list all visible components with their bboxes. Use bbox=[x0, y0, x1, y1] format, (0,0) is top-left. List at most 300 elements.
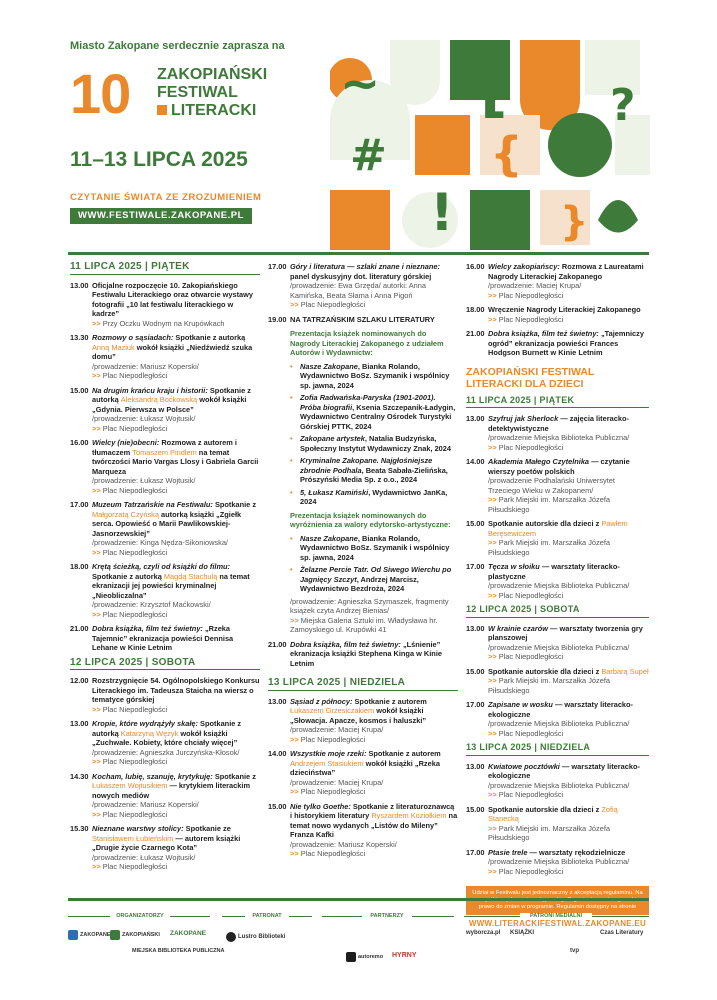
event-time: 15.00 bbox=[466, 519, 485, 528]
event-description bbox=[92, 281, 260, 319]
book-item bbox=[290, 434, 458, 453]
arrow-icon: >> bbox=[92, 423, 103, 433]
event-text: — warsztaty tworzenia gry planszowej bbox=[488, 623, 643, 642]
event-time: 13.00 bbox=[70, 719, 89, 728]
host-text: /prowadzenie: Ewa Grzęda/ autorki: Anna Kamińska, Beata Słama i Anna Pigoń bbox=[290, 281, 426, 300]
event-description bbox=[290, 697, 458, 726]
festival-dates: 11–13 LIPCA 2025 bbox=[70, 148, 248, 171]
place-line bbox=[488, 729, 649, 739]
event-item bbox=[70, 719, 260, 767]
place-line bbox=[290, 616, 458, 635]
event-details bbox=[92, 772, 260, 820]
place-text: Miejska Galeria Sztuki im. Władysława hr. Zamoyskiego ul. Krupówki 41 bbox=[290, 615, 438, 634]
event-description bbox=[290, 640, 458, 669]
host-text: /prowadzenie Miejska Biblioteka Publiczna/ bbox=[488, 857, 630, 866]
arrow-icon: >> bbox=[92, 704, 103, 714]
guest-name: Stanisławem Łubieńskim bbox=[92, 833, 174, 843]
event-description bbox=[488, 848, 649, 858]
event-title: Dobra książka, film też świetny: bbox=[488, 329, 599, 338]
event-text: Spotkanie z bbox=[214, 771, 256, 781]
day-heading: 13 LIPCA 2025 | NIEDZIELA bbox=[466, 743, 649, 756]
event-time: 14.30 bbox=[70, 771, 89, 781]
event-description bbox=[92, 719, 260, 748]
event-text: — autorem książki „Drugie życie Czarnego Kota” bbox=[92, 833, 241, 852]
logo-square bbox=[157, 105, 167, 115]
event-list bbox=[70, 676, 260, 872]
guest-name: Łukaszem Grzesiczakiem bbox=[290, 706, 375, 715]
event-text: Spotkanie z autorką bbox=[92, 571, 164, 581]
arrow-icon: >> bbox=[290, 300, 301, 309]
place-text: Plac Niepodległości bbox=[498, 866, 564, 876]
tagline: CZYTANIE ŚWIATA ZE ZROZUMIENIEM bbox=[70, 192, 262, 203]
event-list bbox=[70, 281, 260, 653]
program-column-3 bbox=[466, 262, 649, 929]
event-text: Spotkanie ze bbox=[185, 824, 231, 833]
book-details: , Natalia Budzyńska, Społeczny Instytut Wydawniczy Znak, 2024 bbox=[300, 434, 452, 453]
guest-name: Magdą Stachulą bbox=[163, 571, 218, 581]
deco-shape bbox=[415, 115, 470, 175]
book-text bbox=[300, 565, 458, 594]
deco-shape bbox=[598, 200, 638, 233]
book-text bbox=[300, 488, 458, 507]
event-item bbox=[70, 824, 260, 872]
arrow-icon: >> bbox=[290, 787, 301, 796]
arrow-icon: >> bbox=[290, 615, 301, 625]
event-text: — warsztaty literacko-ekologiczne bbox=[488, 700, 634, 719]
session-info bbox=[290, 597, 458, 635]
event-time: 16.00 bbox=[70, 438, 89, 447]
book-details: , Bianka Rolando, Wydawnictwo BoSz. Szymanik i wspólnicy sp. jawna, 2024 bbox=[300, 533, 450, 562]
place-text: Plac Niepodległości bbox=[102, 757, 168, 766]
event-details bbox=[488, 457, 649, 514]
logo-text: Czas Literatury bbox=[600, 930, 644, 936]
event-text: Wręczenie Nagrody Literackiej Zakopanego bbox=[488, 305, 641, 314]
event-details bbox=[488, 805, 649, 843]
event-details bbox=[290, 697, 458, 745]
event-time: 21.00 bbox=[70, 624, 89, 633]
logo-text: Lustro Biblioteki bbox=[238, 934, 286, 940]
event-text: Spotkanie z literaturoznawcą i historykiem literatury bbox=[290, 801, 455, 820]
organizer-logo bbox=[132, 948, 224, 954]
event-time: 15.00 bbox=[70, 385, 89, 395]
place-text: Park Miejski im. Marszałka Józefa Piłsudskiego bbox=[488, 823, 610, 842]
event-description bbox=[290, 802, 458, 840]
place-text: Plac Niepodległości bbox=[102, 547, 168, 557]
book-title: Żelazne Percie Tatr. Od Siwego Wierchu po Jagnięcy Szczyt bbox=[300, 565, 452, 584]
deco-glyph: # bbox=[350, 130, 387, 181]
event-description bbox=[488, 805, 649, 824]
event-title: Tęcza w słoiku bbox=[488, 562, 540, 571]
bullet-icon: • bbox=[290, 393, 293, 402]
media-logo bbox=[466, 930, 500, 936]
book-title: Nasze Zakopane bbox=[300, 361, 358, 371]
event-title: Nie tylko Goethe: bbox=[290, 801, 351, 811]
event-description bbox=[488, 700, 649, 719]
deco-glyph: } bbox=[560, 199, 589, 245]
logo-text: ZAKOPANE bbox=[80, 932, 111, 938]
header-divider bbox=[68, 252, 649, 255]
event-description bbox=[488, 667, 649, 677]
logo-line-3-wrap bbox=[157, 102, 267, 120]
place-line bbox=[92, 705, 260, 715]
host-text: /prowadzenie: Maciej Krupa/ bbox=[290, 777, 384, 787]
event-text: panel dyskusyjny dot. literatury górskiej bbox=[290, 271, 432, 281]
event-text: wokół książki „Niedźwiedź szuka domu” bbox=[92, 342, 253, 361]
event-title: Kropie, które wydrążyły skałę: bbox=[92, 719, 198, 728]
guest-name: Pawłem Beręsewiczem bbox=[488, 519, 628, 538]
book-title: Nasze Zakopane bbox=[300, 533, 358, 543]
event-text: — warsztaty literacko-plastyczne bbox=[488, 562, 620, 581]
event-item bbox=[70, 624, 260, 653]
book-list bbox=[268, 534, 458, 594]
event-title: Kwiatowe pocztówki bbox=[488, 761, 560, 771]
bullet-icon: • bbox=[290, 361, 293, 371]
host-text: /prowadzenie: Krzysztof Maćkowski/ bbox=[92, 600, 211, 609]
event-details bbox=[92, 824, 260, 872]
book-details: , Wydawnictwo JanKa, 2024 bbox=[300, 487, 448, 506]
event-description bbox=[290, 749, 458, 778]
event-text: Spotkanie z autorką bbox=[175, 333, 246, 342]
event-details bbox=[92, 562, 260, 619]
media-patrons-label: PATRONI MEDIALNI bbox=[520, 913, 592, 919]
place-text: Przy Oczku Wodnym na Krupówkach bbox=[102, 318, 225, 328]
event-details bbox=[92, 500, 260, 557]
event-description bbox=[92, 562, 260, 600]
event-text: wokół książki „Gdynia. Pierwsza w Polsce” bbox=[92, 395, 247, 414]
crest-icon bbox=[68, 930, 78, 940]
event-title: W krainie czarów bbox=[488, 623, 548, 633]
deco-glyph: ? bbox=[610, 80, 636, 131]
host-text: /prowadzenie: Mariusz Koperski/ bbox=[92, 800, 199, 809]
book-item bbox=[290, 362, 458, 391]
event-text: Spotkanie z autorem bbox=[354, 696, 427, 706]
place-text: Plac Niepodległości bbox=[498, 590, 564, 600]
place-text: Plac Niepodległości bbox=[498, 790, 564, 799]
event-time: 17.00 bbox=[466, 847, 485, 857]
arrow-icon: >> bbox=[488, 590, 499, 600]
event-item bbox=[466, 624, 649, 662]
event-details bbox=[488, 329, 649, 358]
event-title: Kocham, lubię, szanuję, krytykuję: bbox=[92, 771, 213, 781]
event-item bbox=[466, 262, 649, 300]
partners-label: PARTNERZY bbox=[362, 913, 412, 919]
event-item bbox=[466, 562, 649, 600]
event-title: Sąsiad z północy: bbox=[290, 696, 353, 706]
book-details: , Bianka Rolando, Wydawnictwo BoSz. Szymanik i wspólnicy sp. jawna, 2024 bbox=[300, 361, 450, 390]
event-text: — czytanie wierszy poetów polskich bbox=[488, 457, 630, 476]
host-text: /prowadzenie Miejska Biblioteka Publiczna/ bbox=[488, 581, 630, 590]
event-text: Rozmowa z autorem i tłumaczem bbox=[92, 438, 237, 457]
book-text bbox=[300, 393, 458, 431]
event-text: „Tajemniczy ogród” ekranizacja powieści Frances Hodgson Burnett w Kinie Letnim bbox=[488, 329, 644, 357]
guest-name: Zofią Stanecką bbox=[488, 804, 618, 823]
day-heading: 12 LIPCA 2025 | SOBOTA bbox=[466, 605, 649, 618]
festival-logo bbox=[157, 66, 267, 120]
place-line bbox=[290, 787, 458, 797]
organizer-logo bbox=[68, 930, 110, 940]
day-heading: 13 LIPCA 2025 | NIEDZIELA bbox=[268, 678, 458, 691]
deco-glyph: ~ bbox=[340, 56, 381, 112]
guest-name: Łukaszem Wojtusikiem bbox=[92, 781, 168, 790]
event-description bbox=[488, 762, 649, 781]
place-text: Plac Niepodległości bbox=[102, 809, 168, 819]
host-text: /prowadzenie: Mariusz Koperski/ bbox=[92, 361, 199, 371]
event-time: 13.00 bbox=[70, 280, 89, 290]
event-description bbox=[488, 519, 649, 538]
arrow-icon: >> bbox=[488, 728, 499, 738]
event-time: 13.00 bbox=[466, 414, 485, 423]
event-details bbox=[488, 624, 649, 662]
event-details bbox=[488, 700, 649, 738]
logo-text: tvp bbox=[570, 948, 579, 954]
arrow-icon: >> bbox=[488, 290, 499, 300]
place-line bbox=[290, 735, 458, 745]
event-item bbox=[70, 500, 260, 557]
event-item bbox=[70, 562, 260, 619]
event-details bbox=[488, 762, 649, 800]
place-text: Park Miejski im. Marszałka Józefa Piłsudskiego bbox=[488, 495, 610, 514]
festival-number: 10 bbox=[70, 62, 131, 125]
event-title: Zapisane w wosku bbox=[488, 700, 553, 709]
footer-divider bbox=[68, 898, 649, 901]
event-time: 14.00 bbox=[268, 749, 287, 758]
guest-name: Ryszardem Koziołkiem bbox=[371, 811, 447, 820]
logo-icon bbox=[110, 930, 120, 940]
event-text: autorką książki „Zgiełk serca. Opowieść o Marii Pawlikowskiej-Jasnorzewskiej” bbox=[92, 509, 242, 538]
event-list bbox=[268, 697, 458, 859]
place-line bbox=[488, 790, 649, 800]
arrow-icon: >> bbox=[488, 314, 499, 324]
regulations-link[interactable]: WWW.LITERACKIFESTIWAL.ZAKOPANE.EU bbox=[468, 919, 647, 928]
event-time: 17.00 bbox=[268, 262, 287, 271]
arrow-icon: >> bbox=[488, 495, 499, 504]
place-text: Plac Niepodległości bbox=[102, 423, 168, 433]
event-text: na temat ekranizacji jej powieści kryminalnej „Nieobliczalna” bbox=[92, 571, 250, 600]
event-title: Na drugim krańcu kraju i historii: bbox=[92, 385, 208, 395]
guest-name: Aleksandrą Boćkowską bbox=[120, 395, 198, 404]
host-text: /prowadzenie Miejska Biblioteka Publiczna/ bbox=[488, 433, 630, 442]
event-description bbox=[488, 305, 649, 315]
host-text: /prowadzenie: Kinga Nędza-Sikoniowska/ bbox=[92, 538, 228, 547]
event-item bbox=[466, 700, 649, 738]
place-line bbox=[92, 486, 260, 496]
partner-logo bbox=[346, 952, 383, 962]
deco-shape bbox=[470, 190, 530, 250]
book-item bbox=[290, 565, 458, 594]
place-line bbox=[488, 824, 649, 843]
event-text: Spotkanie z autorką bbox=[92, 719, 242, 738]
event-item bbox=[268, 262, 458, 310]
arrow-icon: >> bbox=[92, 609, 103, 619]
day-heading: 11 LIPCA 2025 | PIĄTEK bbox=[70, 262, 260, 275]
place-line bbox=[92, 548, 260, 558]
place-line bbox=[92, 319, 260, 329]
event-item bbox=[268, 749, 458, 797]
organizer-logo bbox=[110, 930, 160, 940]
deco-glyph: ! bbox=[430, 183, 454, 243]
arrow-icon: >> bbox=[488, 538, 499, 547]
event-text: na temat twórczości Mario Vargas Llosy i Gabriela Garcii Marqueza bbox=[92, 447, 259, 476]
event-time: 17.00 bbox=[466, 700, 485, 709]
place-text: Plac Niepodległości bbox=[498, 652, 564, 661]
event-text: wokół książki „Słowacja. Apacze, kosmos i haluszki” bbox=[290, 706, 427, 725]
event-time: 14.00 bbox=[466, 457, 485, 466]
place-text: Plac Niepodległości bbox=[498, 442, 564, 452]
program-column-2 bbox=[268, 262, 458, 864]
organizers-label: ORGANIZATORZY bbox=[110, 913, 170, 919]
event-list bbox=[268, 640, 458, 669]
arrow-icon: >> bbox=[290, 849, 301, 858]
event-time: 17.00 bbox=[70, 500, 89, 509]
event-text: Rozstrzygnięcie 54. Ogólnopolskiego Konkursu Literackiego im. Tadeusza Staicha na wiersz o tematyce górskiej bbox=[92, 676, 260, 704]
event-title: Dobra książka, film też świetny: bbox=[92, 624, 203, 633]
logo-text: ZAKOPIAŃSKI bbox=[122, 932, 160, 938]
event-title: Szyfruj jak Sherlock bbox=[488, 414, 559, 423]
event-item bbox=[466, 329, 649, 358]
event-time: 21.00 bbox=[466, 329, 485, 338]
logo-text: KSIĄŻKI bbox=[510, 930, 534, 936]
event-list bbox=[466, 414, 649, 600]
decorative-glyph-graphic bbox=[330, 20, 650, 250]
host-text: /prowadzenie: Agnieszka Szymaszek, fragmenty książek czyta Andrzej Bienias/ bbox=[290, 596, 449, 615]
event-details bbox=[290, 262, 458, 310]
event-details bbox=[290, 802, 458, 859]
event-details bbox=[488, 519, 649, 557]
event-description bbox=[488, 414, 649, 433]
event-details bbox=[92, 333, 260, 381]
event-title: Wszystkie moje rzeki: bbox=[290, 749, 367, 758]
guest-name: Barbarą Supeł bbox=[601, 666, 649, 676]
deco-glyph: [ bbox=[480, 55, 508, 125]
book-details: , Andrzej Marcisz, Wydawnictwo Bezdroża, 2024 bbox=[300, 574, 419, 593]
event-item bbox=[466, 762, 649, 800]
event-details bbox=[92, 438, 260, 495]
place-line bbox=[290, 849, 458, 859]
place-text: Plac Niepodległości bbox=[300, 300, 366, 309]
arrow-icon: >> bbox=[488, 790, 499, 799]
arrow-icon: >> bbox=[488, 442, 499, 452]
event-description bbox=[488, 262, 649, 281]
event-description bbox=[92, 333, 260, 362]
event-description bbox=[92, 438, 260, 476]
place-text: Plac Niepodległości bbox=[300, 734, 366, 744]
place-line bbox=[488, 652, 649, 662]
guest-name: Andrzejem Stasiukiem bbox=[290, 758, 364, 768]
event-title: Wielcy (nie)obecni: bbox=[92, 438, 160, 447]
event-time: 17.00 bbox=[466, 562, 485, 571]
place-line bbox=[488, 867, 649, 877]
event-item bbox=[466, 667, 649, 696]
regulations-notice: Udział w Festiwalu jest jednoznaczny z akceptacją regulaminu. Na prawo do zmian w programie. Regulamin dostępny na stronie bbox=[466, 886, 649, 915]
event-text: Spotkanie z bbox=[214, 500, 257, 509]
event-time: 13.00 bbox=[466, 623, 485, 633]
event-title: Dobra książka, film też świetny: bbox=[290, 639, 401, 649]
website-link[interactable]: WWW.FESTIWALE.ZAKOPANE.PL bbox=[70, 208, 252, 224]
event-details bbox=[92, 719, 260, 767]
event-time: 13.00 bbox=[466, 761, 485, 771]
event-description bbox=[488, 624, 649, 643]
arrow-icon: >> bbox=[92, 485, 103, 495]
host-text: /prowadzenie: Mariusz Koperski/ bbox=[290, 839, 397, 849]
event-text: Rozmowa z Laureatami Nagrody Literackiej Zakopanego bbox=[488, 262, 644, 281]
host-text: /prowadzenie: Agnieszka Jurczyńska-Kłosok/ bbox=[92, 747, 240, 757]
event-description bbox=[92, 500, 260, 538]
event-description bbox=[290, 315, 458, 325]
event-time: 18.00 bbox=[466, 305, 485, 314]
place-line bbox=[92, 610, 260, 620]
guest-name: Małgorzatą Czyńską bbox=[92, 509, 159, 519]
logo-text: MIEJSKA BIBLIOTEKA PUBLICZNA bbox=[132, 948, 225, 954]
guest-name: Katarzyną Wężyk bbox=[120, 728, 179, 738]
arrow-icon: >> bbox=[92, 318, 103, 328]
event-details bbox=[92, 281, 260, 329]
bullet-icon: • bbox=[290, 533, 293, 543]
book-item bbox=[290, 456, 458, 485]
event-item bbox=[466, 414, 649, 452]
event-item bbox=[466, 848, 649, 877]
deco-glyph: { bbox=[490, 127, 523, 181]
host-text: /prowadzenie Miejska Biblioteka Publiczna/ bbox=[488, 780, 630, 790]
event-text: Spotkanie autorskie dla dzieci z bbox=[488, 804, 602, 814]
day-heading: 11 LIPCA 2025 | PIĄTEK bbox=[466, 396, 649, 409]
place-line bbox=[488, 538, 649, 557]
event-time: 13.00 bbox=[268, 696, 287, 706]
place-text: Plac Niepodległości bbox=[300, 787, 366, 796]
event-text: — warsztaty literacko-ekologiczne bbox=[488, 761, 640, 780]
event-item bbox=[268, 802, 458, 859]
place-line bbox=[290, 300, 458, 310]
arrow-icon: >> bbox=[92, 757, 103, 766]
event-title: Krętą ścieżką, czyli od książki do filmu: bbox=[92, 562, 231, 571]
day-heading: 12 LIPCA 2025 | SOBOTA bbox=[70, 658, 260, 671]
event-details bbox=[92, 386, 260, 434]
host-text: /prowadzenie Miejska Biblioteka Publiczna/ bbox=[488, 642, 630, 652]
event-text: Spotkanie autorskie dla dzieci z bbox=[488, 666, 602, 676]
bullet-icon: • bbox=[290, 456, 293, 465]
host-text: /prowadzenie: Łukasz Wojtusik/ bbox=[92, 476, 196, 485]
host-text: /prowadzenie: Maciej Krupa/ bbox=[488, 281, 582, 290]
event-description bbox=[92, 772, 260, 801]
event-details bbox=[92, 676, 260, 714]
event-item bbox=[466, 519, 649, 557]
arrow-icon: >> bbox=[92, 862, 103, 871]
logo-icon bbox=[346, 952, 356, 962]
intro-text: Miasto Zakopane serdecznie zaprasza na bbox=[70, 40, 285, 52]
host-text: /prowadzenie: Łukasz Wojtusik/ bbox=[92, 852, 196, 862]
event-text: — zajęcia literacko-detektywistyczne bbox=[488, 414, 629, 433]
event-text: na temat nowo wydanych „Listów do Mileny” Franza Kafki bbox=[290, 811, 458, 839]
place-text: Plac Niepodległości bbox=[498, 728, 564, 738]
event-description bbox=[92, 676, 260, 705]
event-text: „Lśnienie” ekranizacja książki Stephena Kinga w Kinie Letnim bbox=[290, 639, 442, 668]
event-title: Wielcy zakopiańscy: bbox=[488, 262, 560, 271]
place-text: Park Miejski im. Marszałka Józefa Piłsudskiego bbox=[488, 676, 610, 695]
event-item bbox=[268, 315, 458, 325]
event-details bbox=[488, 848, 649, 877]
place-text: Plac Niepodległości bbox=[102, 485, 168, 495]
logo-text: wyborcza.pl bbox=[466, 930, 501, 936]
book-title: Zofia Radwańska-Paryska (1901-2001). Próba biografii bbox=[300, 393, 436, 412]
place-text: Plac Niepodległości bbox=[102, 704, 168, 714]
event-time: 19.00 bbox=[268, 314, 287, 324]
place-text: Plac Niepodległości bbox=[102, 862, 168, 871]
place-line bbox=[488, 291, 649, 301]
media-logo bbox=[570, 948, 579, 954]
event-text: NA TATRZAŃSKIM SZLAKU LITERATURY bbox=[290, 314, 435, 324]
guest-name: Tomaszem Pindlem bbox=[132, 447, 197, 457]
book-details: , Ksenia Szczepanik-Ładygin, Wydawnictwo Centralny Ośrodek Turystyki Górskiej PTTK, 2024 bbox=[300, 402, 456, 431]
arrow-icon: >> bbox=[92, 547, 103, 557]
